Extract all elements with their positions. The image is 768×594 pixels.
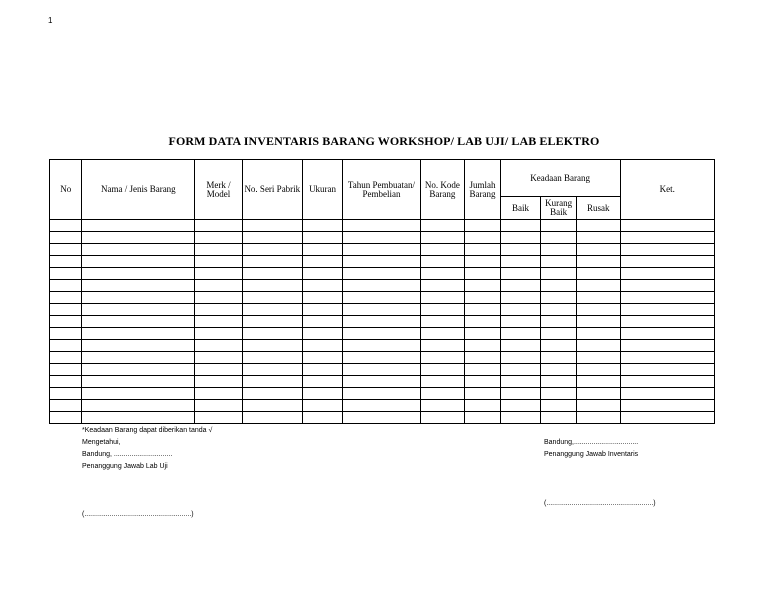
table-cell xyxy=(541,340,577,352)
table-cell xyxy=(420,388,465,400)
table-cell xyxy=(420,352,465,364)
table-cell xyxy=(465,268,501,280)
table-cell xyxy=(195,232,243,244)
table-cell xyxy=(465,328,501,340)
table-cell xyxy=(343,412,420,424)
table-row xyxy=(50,316,715,328)
table-cell xyxy=(242,220,302,232)
table-cell xyxy=(343,268,420,280)
table-cell xyxy=(302,292,343,304)
header-ket: Ket. xyxy=(620,160,714,220)
table-cell xyxy=(420,364,465,376)
table-cell xyxy=(302,388,343,400)
table-cell xyxy=(50,352,82,364)
table-cell xyxy=(620,292,714,304)
table-cell xyxy=(242,256,302,268)
table-cell xyxy=(541,352,577,364)
table-cell xyxy=(620,244,714,256)
table-cell xyxy=(465,340,501,352)
table-cell xyxy=(242,328,302,340)
table-cell xyxy=(195,292,243,304)
table-cell xyxy=(195,220,243,232)
table-cell xyxy=(500,244,541,256)
table-cell xyxy=(50,256,82,268)
table-cell xyxy=(576,232,620,244)
table-cell xyxy=(195,412,243,424)
table-cell xyxy=(500,352,541,364)
table-cell xyxy=(541,376,577,388)
table-cell xyxy=(500,220,541,232)
mengetahui-text: Mengetahui, xyxy=(82,439,121,446)
table-cell xyxy=(465,376,501,388)
header-baik: Baik xyxy=(500,197,541,220)
table-row xyxy=(50,292,715,304)
table-row xyxy=(50,340,715,352)
table-cell xyxy=(343,388,420,400)
table-cell xyxy=(420,412,465,424)
penanggung-jawab-inventaris: Penanggung Jawab Inventaris xyxy=(544,451,639,458)
table-cell xyxy=(620,364,714,376)
table-cell xyxy=(82,412,195,424)
table-cell xyxy=(82,304,195,316)
table-cell xyxy=(465,256,501,268)
table-cell xyxy=(541,256,577,268)
table-cell xyxy=(50,364,82,376)
table-cell xyxy=(343,232,420,244)
table-cell xyxy=(82,292,195,304)
table-cell xyxy=(242,388,302,400)
table-cell xyxy=(500,316,541,328)
table-cell xyxy=(541,364,577,376)
table-cell xyxy=(620,352,714,364)
table-cell xyxy=(500,256,541,268)
header-keadaan-barang: Keadaan Barang xyxy=(500,160,620,197)
table-cell xyxy=(420,220,465,232)
table-cell xyxy=(195,244,243,256)
table-cell xyxy=(195,256,243,268)
table-row xyxy=(50,352,715,364)
table-cell xyxy=(82,256,195,268)
table-cell xyxy=(195,364,243,376)
table-row xyxy=(50,376,715,388)
table-cell xyxy=(302,304,343,316)
table-cell xyxy=(620,256,714,268)
table-cell xyxy=(620,388,714,400)
bandung-date-right: Bandung,................................. xyxy=(544,439,639,446)
page-number: 1 xyxy=(48,16,53,25)
table-cell xyxy=(50,400,82,412)
table-cell xyxy=(500,376,541,388)
table-cell xyxy=(465,304,501,316)
table-cell xyxy=(302,316,343,328)
table-cell xyxy=(242,244,302,256)
table-cell xyxy=(343,364,420,376)
table-cell xyxy=(343,400,420,412)
table-cell xyxy=(50,412,82,424)
table-cell xyxy=(302,280,343,292)
signature-left: (.......................................................) xyxy=(82,511,194,518)
table-cell xyxy=(242,280,302,292)
table-cell xyxy=(541,268,577,280)
table-cell xyxy=(195,400,243,412)
table-cell xyxy=(541,328,577,340)
penanggung-jawab-lab-uji: Penanggung Jawab Lab Uji xyxy=(82,463,168,470)
table-cell xyxy=(420,316,465,328)
table-cell xyxy=(576,412,620,424)
table-row xyxy=(50,304,715,316)
table-cell xyxy=(195,316,243,328)
table-cell xyxy=(302,232,343,244)
table-cell xyxy=(576,364,620,376)
table-cell xyxy=(420,280,465,292)
table-cell xyxy=(576,280,620,292)
table-cell xyxy=(500,232,541,244)
table-cell xyxy=(500,400,541,412)
table-cell xyxy=(302,220,343,232)
table-cell xyxy=(50,220,82,232)
header-nama-jenis-barang: Nama / Jenis Barang xyxy=(82,160,195,220)
header-no-kode-barang: No. Kode Barang xyxy=(420,160,465,220)
table-cell xyxy=(50,316,82,328)
table-cell xyxy=(465,220,501,232)
table-cell xyxy=(242,400,302,412)
table-row xyxy=(50,328,715,340)
table-cell xyxy=(343,328,420,340)
table-cell xyxy=(242,304,302,316)
table-cell xyxy=(420,340,465,352)
table-cell xyxy=(82,388,195,400)
table-cell xyxy=(302,412,343,424)
table-cell xyxy=(50,280,82,292)
table-cell xyxy=(500,328,541,340)
table-cell xyxy=(82,328,195,340)
table-cell xyxy=(343,316,420,328)
table-row xyxy=(50,364,715,376)
table-row xyxy=(50,232,715,244)
table-cell xyxy=(50,304,82,316)
table-cell xyxy=(576,400,620,412)
table-cell xyxy=(242,316,302,328)
table-cell xyxy=(420,232,465,244)
header-tahun-pembuatan: Tahun Pembuatan/ Pembelian xyxy=(343,160,420,220)
table-cell xyxy=(500,388,541,400)
table-cell xyxy=(420,376,465,388)
table-cell xyxy=(82,364,195,376)
table-cell xyxy=(343,340,420,352)
table-cell xyxy=(620,400,714,412)
table-row xyxy=(50,412,715,424)
table-cell xyxy=(465,316,501,328)
table-cell xyxy=(576,388,620,400)
table-cell xyxy=(500,412,541,424)
table-cell xyxy=(500,304,541,316)
table-cell xyxy=(576,256,620,268)
table-row xyxy=(50,244,715,256)
table-cell xyxy=(465,280,501,292)
table-cell xyxy=(465,244,501,256)
table-row xyxy=(50,268,715,280)
signature-right: (.......................................................) xyxy=(544,500,656,507)
table-cell xyxy=(620,412,714,424)
table-cell xyxy=(500,364,541,376)
table-cell xyxy=(82,400,195,412)
table-cell xyxy=(576,268,620,280)
table-cell xyxy=(82,352,195,364)
table-cell xyxy=(541,232,577,244)
table-cell xyxy=(420,256,465,268)
header-jumlah-barang: Jumlah Barang xyxy=(465,160,501,220)
table-row xyxy=(50,400,715,412)
table-cell xyxy=(541,304,577,316)
table-cell xyxy=(242,412,302,424)
table-cell xyxy=(620,304,714,316)
header-rusak: Rusak xyxy=(576,197,620,220)
table-cell xyxy=(620,268,714,280)
table-cell xyxy=(541,400,577,412)
table-cell xyxy=(50,376,82,388)
header-no: No xyxy=(50,160,82,220)
form-title: FORM DATA INVENTARIS BARANG WORKSHOP/ LAB UJI/ LAB ELEKTRO xyxy=(168,134,600,148)
table-cell xyxy=(195,304,243,316)
table-cell xyxy=(302,364,343,376)
table-cell xyxy=(302,352,343,364)
table-cell xyxy=(541,244,577,256)
table-cell xyxy=(50,232,82,244)
table-cell xyxy=(242,352,302,364)
table-cell xyxy=(242,376,302,388)
bandung-date-left: Bandung, .............................. xyxy=(82,451,173,458)
table-cell xyxy=(242,364,302,376)
table-cell xyxy=(620,232,714,244)
table-cell xyxy=(50,292,82,304)
table-cell xyxy=(576,352,620,364)
table-cell xyxy=(195,280,243,292)
header-kurang-baik: Kurang Baik xyxy=(541,197,577,220)
table-cell xyxy=(82,280,195,292)
table-cell xyxy=(195,328,243,340)
table-cell xyxy=(465,364,501,376)
footer-left xyxy=(82,426,212,472)
table-cell xyxy=(420,400,465,412)
table-cell xyxy=(500,280,541,292)
table-cell xyxy=(82,376,195,388)
table-cell xyxy=(302,340,343,352)
table-cell xyxy=(50,388,82,400)
table-cell xyxy=(541,292,577,304)
table-cell xyxy=(302,244,343,256)
table-cell xyxy=(50,244,82,256)
table-cell xyxy=(82,268,195,280)
table-cell xyxy=(465,292,501,304)
table-row xyxy=(50,388,715,400)
table-cell xyxy=(541,220,577,232)
table-cell xyxy=(82,316,195,328)
table-cell xyxy=(465,412,501,424)
table-cell xyxy=(420,328,465,340)
header-ukuran: Ukuran xyxy=(302,160,343,220)
table-cell xyxy=(420,304,465,316)
table-cell xyxy=(82,232,195,244)
table-cell xyxy=(242,268,302,280)
table-cell xyxy=(343,220,420,232)
table-cell xyxy=(420,244,465,256)
table-row xyxy=(50,220,715,232)
footer-right xyxy=(544,438,638,460)
table-cell xyxy=(242,232,302,244)
table-cell xyxy=(195,268,243,280)
table-row xyxy=(50,280,715,292)
table-cell xyxy=(343,256,420,268)
table-cell xyxy=(576,304,620,316)
table-cell xyxy=(541,280,577,292)
table-cell xyxy=(500,340,541,352)
table-cell xyxy=(541,412,577,424)
table-row xyxy=(50,256,715,268)
table-cell xyxy=(465,232,501,244)
table-cell xyxy=(576,316,620,328)
table-cell xyxy=(50,340,82,352)
table-cell xyxy=(195,340,243,352)
table-cell xyxy=(82,244,195,256)
table-cell xyxy=(576,244,620,256)
table-cell xyxy=(576,292,620,304)
table-cell xyxy=(620,220,714,232)
table-cell xyxy=(343,352,420,364)
table-cell xyxy=(620,316,714,328)
table-cell xyxy=(541,388,577,400)
table-cell xyxy=(576,328,620,340)
table-cell xyxy=(576,340,620,352)
table-cell xyxy=(620,376,714,388)
table-cell xyxy=(465,352,501,364)
table-cell xyxy=(620,340,714,352)
table-cell xyxy=(195,376,243,388)
table-cell xyxy=(343,376,420,388)
table-cell xyxy=(541,316,577,328)
table-cell xyxy=(302,268,343,280)
table-cell xyxy=(195,352,243,364)
table-cell xyxy=(242,292,302,304)
table-cell xyxy=(465,388,501,400)
inventory-table xyxy=(49,159,715,424)
table-cell xyxy=(343,304,420,316)
table-cell xyxy=(82,340,195,352)
table-body xyxy=(50,220,715,424)
table-cell xyxy=(500,292,541,304)
table-cell xyxy=(620,280,714,292)
table-cell xyxy=(242,340,302,352)
table-cell xyxy=(420,292,465,304)
table-cell xyxy=(576,220,620,232)
table-cell xyxy=(420,268,465,280)
table-cell xyxy=(50,328,82,340)
table-cell xyxy=(195,388,243,400)
table-cell xyxy=(620,328,714,340)
table-cell xyxy=(302,256,343,268)
table-cell xyxy=(302,376,343,388)
table-cell xyxy=(343,292,420,304)
table-cell xyxy=(302,328,343,340)
table-cell xyxy=(343,280,420,292)
table-cell xyxy=(50,268,82,280)
table-cell xyxy=(343,244,420,256)
header-no-seri-pabrik: No. Seri Pabrik xyxy=(242,160,302,220)
table-cell xyxy=(576,376,620,388)
table-cell xyxy=(500,268,541,280)
table-cell xyxy=(465,400,501,412)
table-cell xyxy=(82,220,195,232)
keadaan-note: *Keadaan Barang dapat diberikan tanda √ xyxy=(82,427,213,434)
table-cell xyxy=(302,400,343,412)
header-merk-model: Merk / Model xyxy=(195,160,243,220)
